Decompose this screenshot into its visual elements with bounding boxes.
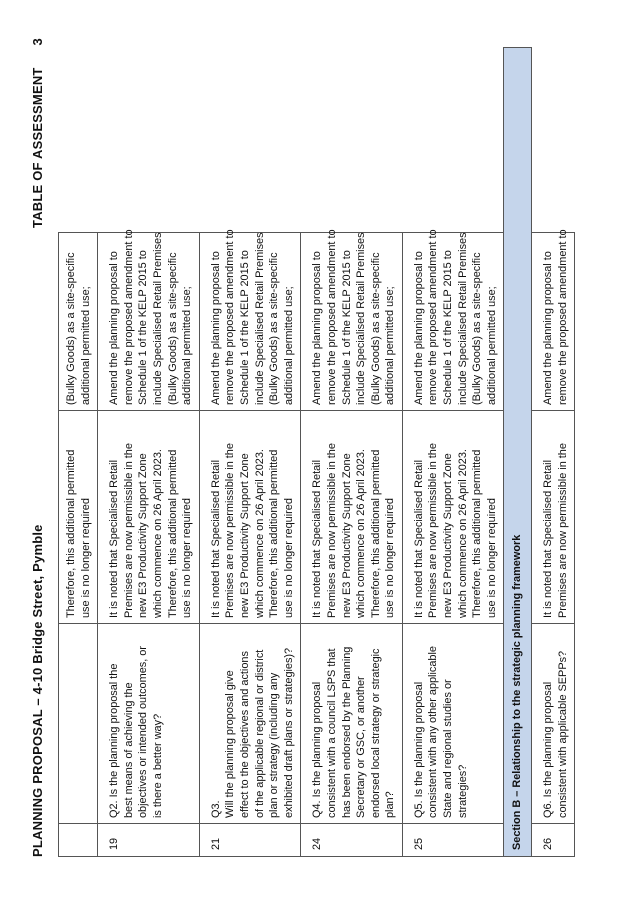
table-row: [532, 48, 575, 857]
question-cell-line: consistent with applicable SEPPs?: [556, 650, 569, 818]
recommendation-cell-line: Amend the planning proposal to: [542, 251, 555, 405]
item-number: 21: [199, 824, 301, 857]
comment-cell-line: Therefore, this additional permitted: [65, 449, 77, 618]
table-row: [199, 48, 301, 857]
item-number: 25: [402, 824, 504, 857]
recommendation-cell-line: (Bulky Goods) as a site-specific: [471, 252, 484, 405]
recommendation-cell-line: Schedule 1 of the KELP 2015 to: [137, 250, 150, 405]
comment-cell: [301, 411, 403, 624]
comment-cell-line: which commence on 26 April 2023.: [355, 449, 368, 618]
table-row: [301, 48, 403, 857]
recommendation-cell-line: include Specialised Retail Premises: [456, 232, 469, 405]
comment-cell-line: It is noted that Specialised Retail: [311, 459, 324, 618]
recommendation-cell-line: include Specialised Retail Premises: [253, 232, 266, 405]
recommendation-cell-line: remove the proposed amendment to: [122, 229, 135, 405]
assessment-table-body: [59, 48, 575, 857]
table-row: [59, 48, 98, 857]
recommendation-cell-line: (Bulky Goods) as a site-specific: [369, 252, 382, 405]
recommendation-cell: [199, 229, 301, 411]
section-header-row: [504, 48, 532, 857]
recommendation-cell-line: remove the proposed amendment to: [325, 229, 338, 405]
comment-cell-line: It is noted that Specialised Retail: [412, 459, 425, 618]
comment-cell-line: use is no longer required: [79, 498, 92, 618]
comment-cell-line: which commence on 26 April 2023.: [151, 449, 164, 618]
comment-cell: [98, 411, 200, 624]
recommendation-cell-line: additional permitted use;: [384, 286, 397, 405]
comment-cell-line: Premises are now permissible in the: [325, 443, 338, 618]
recommendation-cell: [402, 229, 504, 411]
comment-cell-line: Premises are now permissible in the: [427, 443, 440, 618]
recommendation-cell-line: additional permitted use;: [79, 286, 92, 405]
recommendation-cell-line: (Bulky Goods) as a site-specific: [65, 252, 77, 405]
recommendation-cell-line: additional permitted use;: [282, 286, 295, 405]
question-cell: [402, 624, 504, 824]
comment-cell-line: Therefore, this additional permitted: [369, 449, 382, 618]
recommendation-cell-line: Amend the planning proposal to: [108, 251, 121, 405]
question-cell-line: consistent with any other applicable: [427, 646, 440, 818]
comment-cell: [199, 411, 301, 624]
comment-cell-line: It is noted that Specialised Retail: [542, 459, 555, 618]
question-cell-line: State and regional studies or: [442, 679, 455, 818]
question-cell-line: Q4. Is the planning proposal: [311, 681, 324, 818]
question-cell-line: of the applicable regional or district: [253, 649, 266, 818]
comment-cell-line: Therefore, this additional permitted: [166, 449, 179, 618]
recommendation-cell: [301, 229, 403, 411]
question-cell-line: Q3.: [209, 800, 222, 818]
comment-cell-line: new E3 Productivity Support Zone: [442, 453, 455, 618]
document-title: PLANNING PROPOSAL – 4-10 Bridge Street, Pymble: [30, 524, 45, 857]
table-row: [402, 48, 504, 857]
question-cell-line: has been endorsed by the Planning: [340, 646, 353, 818]
recommendation-cell-line: remove the proposed amendment to: [556, 229, 569, 405]
recommendation-cell-line: remove the proposed amendment to: [224, 229, 237, 405]
question-cell: [59, 624, 98, 824]
recommendation-cell-line: Schedule 1 of the KELP 2015 to: [238, 250, 251, 405]
recommendation-cell-line: Amend the planning proposal to: [311, 251, 324, 405]
section-title: TABLE OF ASSESSMENT: [30, 67, 45, 228]
section-b-heading: Section B – Relationship to the strategic planning framework: [504, 48, 532, 857]
recommendation-cell-line: additional permitted use;: [485, 286, 498, 405]
comment-cell-line: Therefore, this additional permitted: [471, 449, 484, 618]
comment-cell-line: new E3 Productivity Support Zone: [137, 453, 150, 618]
question-cell-line: is there a better way?: [151, 713, 164, 818]
recommendation-cell-line: Schedule 1 of the KELP 2015 to: [340, 250, 353, 405]
question-cell-line: Secretary or GSC, or another: [355, 676, 368, 818]
comment-cell-line: Premises are now permissible in the: [122, 443, 135, 618]
question-cell-line: best means of achieving the: [122, 682, 135, 818]
question-cell-line: exhibited draft plans or strategies)?: [282, 647, 295, 818]
recommendation-cell: [532, 229, 575, 411]
comment-cell-line: It is noted that Specialised Retail: [108, 459, 121, 618]
comment-cell-line: It is noted that Specialised Retail: [209, 459, 222, 618]
page-number: 3: [30, 38, 45, 46]
comment-cell-line: Premises are now permissible in the: [224, 443, 237, 618]
recommendation-cell-line: Schedule 1 of the KELP 2015 to: [442, 250, 455, 405]
recommendation-cell-line: additional permitted use;: [181, 286, 194, 405]
comment-cell-line: use is no longer required: [384, 498, 397, 618]
comment-cell: [532, 411, 575, 624]
recommendation-cell-line: (Bulky Goods) as a site-specific: [166, 252, 179, 405]
question-cell-line: plan?: [384, 791, 397, 818]
item-number: 26: [532, 824, 575, 857]
page-header-right: [30, 38, 50, 228]
question-cell: [199, 624, 301, 824]
question-cell-line: endorsed local strategy or strategic: [369, 648, 382, 818]
comment-cell-line: use is no longer required: [282, 498, 295, 618]
item-number: 24: [301, 824, 403, 857]
recommendation-cell-line: include Specialised Retail Premises: [355, 232, 368, 405]
assessment-table: [58, 47, 575, 857]
question-cell-line: consistent with a council LSPS that: [325, 648, 338, 818]
recommendation-cell: [59, 233, 98, 411]
comment-cell-line: new E3 Productivity Support Zone: [238, 453, 251, 618]
recommendation-cell-line: Amend the planning proposal to: [209, 251, 222, 405]
item-number: 19: [98, 824, 200, 857]
comment-cell: [59, 411, 98, 624]
comment-cell-line: use is no longer required: [485, 498, 498, 618]
comment-cell-line: use is no longer required: [181, 498, 194, 618]
question-cell-line: Q2. Is the planning proposal the: [108, 663, 121, 818]
question-cell: [98, 624, 200, 824]
recommendation-cell-line: remove the proposed amendment to: [427, 229, 440, 405]
question-cell: [301, 624, 403, 824]
recommendation-cell: [98, 229, 200, 411]
table-row: [98, 48, 200, 857]
recommendation-cell-line: (Bulky Goods) as a site-specific: [268, 252, 281, 405]
comment-cell-line: Premises are now permissible in the: [556, 443, 569, 618]
question-cell-line: Q6. Is the planning proposal: [542, 681, 555, 818]
question-cell-line: Q5. Is the planning proposal: [412, 681, 425, 818]
recommendation-cell-line: Amend the planning proposal to: [412, 251, 425, 405]
question-cell-line: plan or strategy (including any: [268, 672, 281, 818]
item-number: [59, 824, 98, 857]
question-cell-line: Will the planning proposal give: [224, 670, 237, 818]
comment-cell-line: Therefore, this additional permitted: [268, 449, 281, 618]
comment-cell: [402, 411, 504, 624]
comment-cell-line: which commence on 26 April 2023.: [456, 449, 469, 618]
question-cell-line: effect to the objectives and actions: [238, 651, 251, 818]
question-cell-line: strategies?: [456, 764, 469, 818]
question-cell-line: objectives or intended outcomes, or: [137, 646, 150, 818]
recommendation-cell-line: include Specialised Retail Premises: [151, 232, 164, 405]
comment-cell-line: new E3 Productivity Support Zone: [340, 453, 353, 618]
question-cell: [532, 624, 575, 824]
comment-cell-line: which commence on 26 April 2023.: [253, 449, 266, 618]
